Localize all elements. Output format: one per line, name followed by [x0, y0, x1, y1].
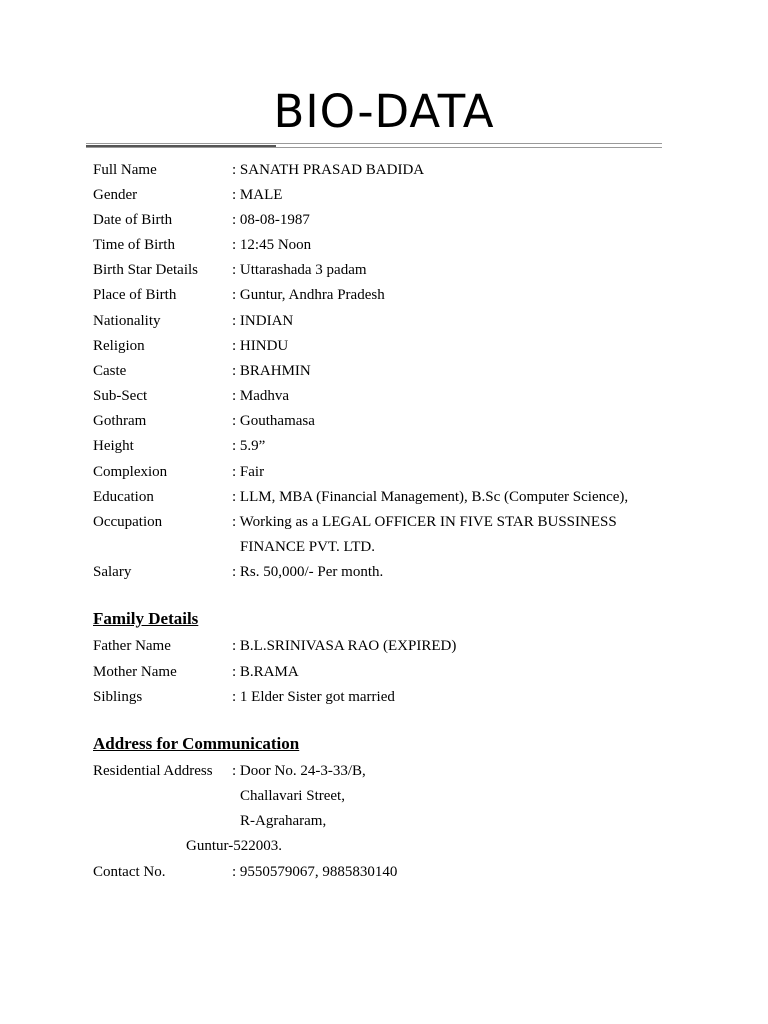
detail-label: Height — [93, 438, 134, 454]
detail-value: : 1 Elder Sister got married — [232, 689, 395, 705]
detail-label: Full Name — [93, 162, 157, 178]
detail-label: Nationality — [93, 313, 161, 329]
detail-label: Date of Birth — [93, 212, 173, 228]
detail-value: : 08-08-1987 — [232, 212, 310, 228]
detail-value: : Rs. 50,000/- Per month. — [232, 564, 384, 580]
detail-label: Father Name — [93, 638, 171, 654]
detail-label: Place of Birth — [93, 287, 177, 303]
detail-label: Education — [93, 489, 154, 505]
detail-label: Complexion — [93, 464, 168, 480]
detail-label: Sub-Sect — [93, 388, 148, 404]
title-rule-top — [86, 143, 662, 144]
detail-value: : 12:45 Noon — [232, 237, 312, 253]
detail-value: : MALE — [232, 187, 283, 203]
address-line-city: Guntur-522003. — [186, 838, 282, 854]
detail-label: Religion — [93, 338, 145, 354]
occupation-continuation: FINANCE PVT. LTD. — [240, 539, 376, 555]
detail-label: Time of Birth — [93, 237, 175, 253]
detail-value: : LLM, MBA (Financial Management), B.Sc (Computer Science), — [232, 489, 629, 505]
title-rule-bottom — [86, 147, 662, 148]
detail-value: : 5.9” — [232, 438, 266, 454]
detail-value: : B.RAMA — [232, 664, 299, 680]
detail-value: : Working as a LEGAL OFFICER IN FIVE STAR BUSSINESS — [232, 514, 617, 530]
detail-value: : BRAHMIN — [232, 363, 311, 379]
detail-label: Residential Address — [93, 763, 213, 779]
detail-label: Birth Star Details — [93, 262, 198, 278]
detail-value: : Fair — [232, 464, 265, 480]
detail-label: Contact No. — [93, 864, 166, 880]
detail-label: Siblings — [93, 689, 143, 705]
detail-value: : Guntur, Andhra Pradesh — [232, 287, 385, 303]
detail-label: Gender — [93, 187, 138, 203]
detail-value: : SANATH PRASAD BADIDA — [232, 162, 425, 178]
detail-label: Mother Name — [93, 664, 177, 680]
title-rule-accent — [86, 145, 276, 147]
page-title: BIO-DATA — [273, 85, 495, 138]
detail-value: : Gouthamasa — [232, 413, 315, 429]
detail-value: : Madhva — [232, 388, 290, 404]
detail-value: : Uttarashada 3 padam — [232, 262, 367, 278]
address-line-locality: R-Agraharam, — [240, 813, 327, 829]
address-line-street: Challavari Street, — [240, 788, 345, 804]
detail-label: Occupation — [93, 514, 163, 530]
detail-value: : HINDU — [232, 338, 289, 354]
detail-label: Gothram — [93, 413, 147, 429]
detail-value: : 9550579067, 9885830140 — [232, 864, 398, 880]
family-details-heading: Family Details — [93, 609, 199, 628]
detail-value: : Door No. 24-3-33/B, — [232, 763, 366, 779]
detail-label: Salary — [93, 564, 132, 580]
detail-value: : INDIAN — [232, 313, 294, 329]
detail-value: : B.L.SRINIVASA RAO (EXPIRED) — [232, 638, 457, 654]
detail-label: Caste — [93, 363, 127, 379]
address-heading: Address for Communication — [93, 734, 300, 753]
